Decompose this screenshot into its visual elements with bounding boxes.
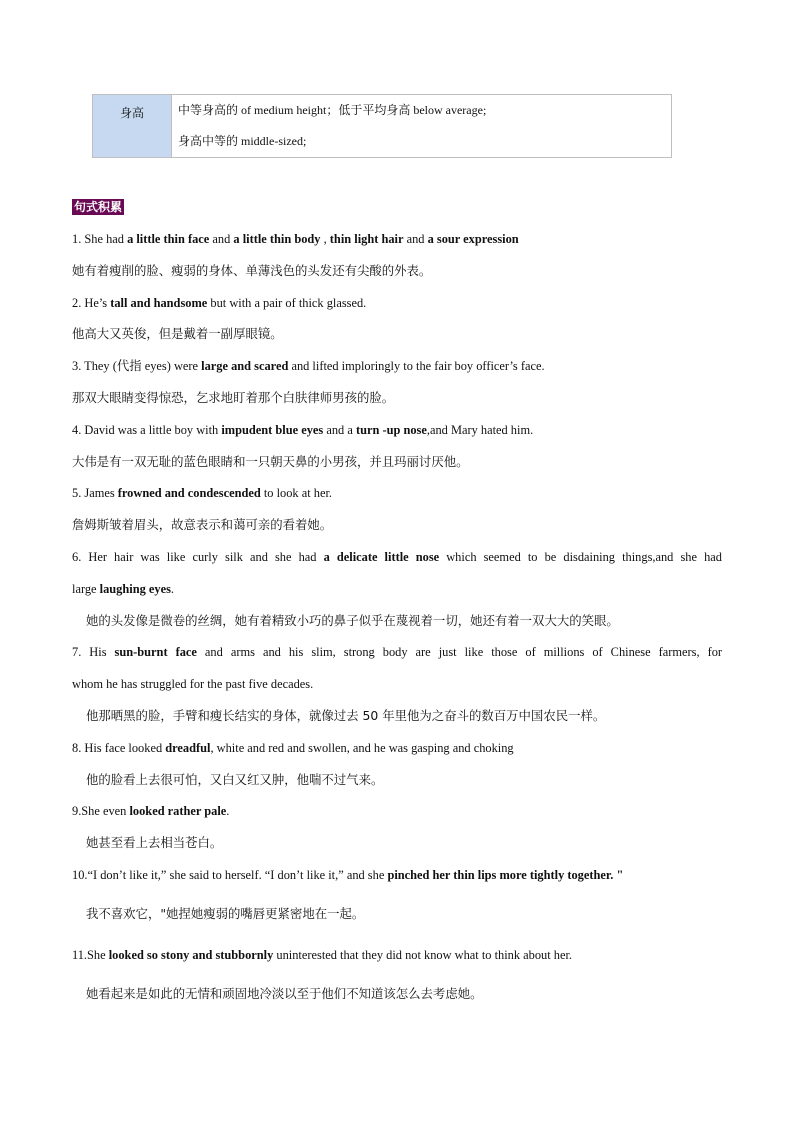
- text-run: 3. They (代指 eyes) were: [72, 359, 202, 373]
- section-tag: 句式积累: [74, 200, 123, 214]
- sentence-zh: 她看起来是如此的无情和顽固地冷淡以至于他们不知道该怎么去考虑她。: [86, 986, 483, 1001]
- text-run: uninterested that they did not know what to think about her.: [273, 948, 572, 962]
- sentence-en: [72, 739, 514, 757]
- text-run: 8. His face looked: [72, 741, 166, 755]
- sentence-en: [72, 484, 332, 502]
- bold-phrase: laughing eyes: [99, 582, 171, 596]
- text-run: .: [170, 582, 175, 596]
- sentence-zh: 他高大又英俊，但是戴着一副厚眼镜。: [72, 326, 283, 341]
- sentence-en: [72, 230, 519, 248]
- text-run: whom he has struggled for the past five decades.: [72, 677, 314, 691]
- text-run: ,: [320, 232, 330, 246]
- text-run: but with a pair of thick glassed.: [207, 296, 367, 310]
- text-run: 9.She even: [72, 804, 130, 818]
- text-run: 10.“I don’t like it,” she said to herself. “I don’t like it,” and she: [72, 868, 388, 882]
- bold-phrase: a delicate little nose: [323, 550, 440, 564]
- bold-phrase: a little thin body: [233, 232, 321, 246]
- sentence-zh: 詹姆斯皱着眉头，故意表示和蔼可亲的看着她。: [72, 517, 333, 532]
- sentence-zh: 我不喜欢它，"她捏她瘦弱的嘴唇更紧密地在一起。: [86, 906, 365, 921]
- text-run: 2. He’s: [72, 296, 111, 310]
- sentence-en: [72, 946, 572, 964]
- bold-phrase: a little thin face: [127, 232, 210, 246]
- text-run: and: [209, 232, 234, 246]
- sentence-zh: 她的头发像是微卷的丝绸，她有着精致小巧的鼻子似乎在蔑视着一切，她还有着一双大大的笑眼。: [86, 613, 619, 628]
- text-run: to look at her.: [260, 486, 332, 500]
- text-run: 5. James: [72, 486, 118, 500]
- sentence-en-cont: [72, 580, 174, 598]
- sentence-zh: 她甚至看上去相当苍白。: [86, 835, 223, 850]
- sentence-zh: 她有着瘦削的脸、瘦弱的身体、单薄浅色的头发还有尖酸的外表。: [72, 263, 432, 278]
- sentence-en: [72, 548, 722, 566]
- vocab-line: 身高中等的 middle-sized;: [178, 134, 307, 148]
- sentence-zh: 那双大眼睛变得惊恐，乞求地盯着那个白肤律师男孩的脸。: [72, 390, 395, 405]
- vocab-table: [92, 94, 672, 158]
- text-run: 1. She had: [72, 232, 128, 246]
- bold-phrase: dreadful: [165, 741, 211, 755]
- vocab-table-header: 身高: [93, 95, 172, 158]
- bold-phrase: large and scared: [201, 359, 289, 373]
- text-run: 4. David was a little boy with: [72, 423, 222, 437]
- text-run: , white and red and swollen, and he was gasping and choking: [210, 741, 514, 755]
- bold-phrase: a sour expression: [427, 232, 519, 246]
- bold-phrase: looked rather pale: [129, 804, 227, 818]
- bold-phrase: sun-burnt face: [114, 645, 197, 659]
- vocab-line: 中等身高的 of medium height；低于平均身高 below average;: [178, 103, 487, 117]
- vocab-table-body: [172, 95, 672, 158]
- sentence-en: [72, 421, 533, 439]
- sentence-zh: 他那晒黑的脸，手臂和瘦长结实的身体，就像过去 50 年里他为之奋斗的数百万中国农民一样。: [86, 708, 606, 723]
- text-run: large: [72, 582, 100, 596]
- sentence-en: [72, 866, 623, 884]
- sentence-zh: 大伟是有一双无耻的蓝色眼睛和一只朝天鼻的小男孩，并且玛丽讨厌他。: [72, 454, 469, 469]
- bold-phrase: thin light hair: [329, 232, 404, 246]
- bold-phrase: tall and handsome: [110, 296, 208, 310]
- text-run: .: [226, 804, 230, 818]
- text-run: 11.She: [72, 948, 109, 962]
- text-run: and: [403, 232, 428, 246]
- bold-phrase: impudent blue eyes: [221, 423, 324, 437]
- bold-phrase: turn -up nose: [355, 423, 427, 437]
- text-run: 7. His: [72, 645, 115, 659]
- text-run: and lifted imploringly to the fair boy officer’s face.: [288, 359, 545, 373]
- sentence-en: [72, 643, 722, 661]
- sentence-en: [72, 802, 229, 820]
- text-run: and a: [323, 423, 356, 437]
- bold-phrase: pinched her thin lips more tightly together. ": [387, 868, 624, 882]
- sentence-zh: 他的脸看上去很可怕，又白又红又肿，他喘不过气来。: [86, 772, 384, 787]
- sentence-en: [72, 294, 366, 312]
- text-run: ,and Mary hated him.: [426, 423, 534, 437]
- sentence-en: [72, 357, 545, 375]
- bold-phrase: frowned and condescended: [117, 486, 261, 500]
- text-run: which seemed to be disdaining things,and she had: [439, 550, 722, 564]
- text-run: 6. Her hair was like curly silk and she had: [72, 550, 324, 564]
- bold-phrase: looked so stony and stubbornly: [108, 948, 274, 962]
- sentence-en-cont: [72, 675, 313, 693]
- text-run: and arms and his slim, strong body are just like those of millions of Chinese farmers, for: [196, 645, 723, 659]
